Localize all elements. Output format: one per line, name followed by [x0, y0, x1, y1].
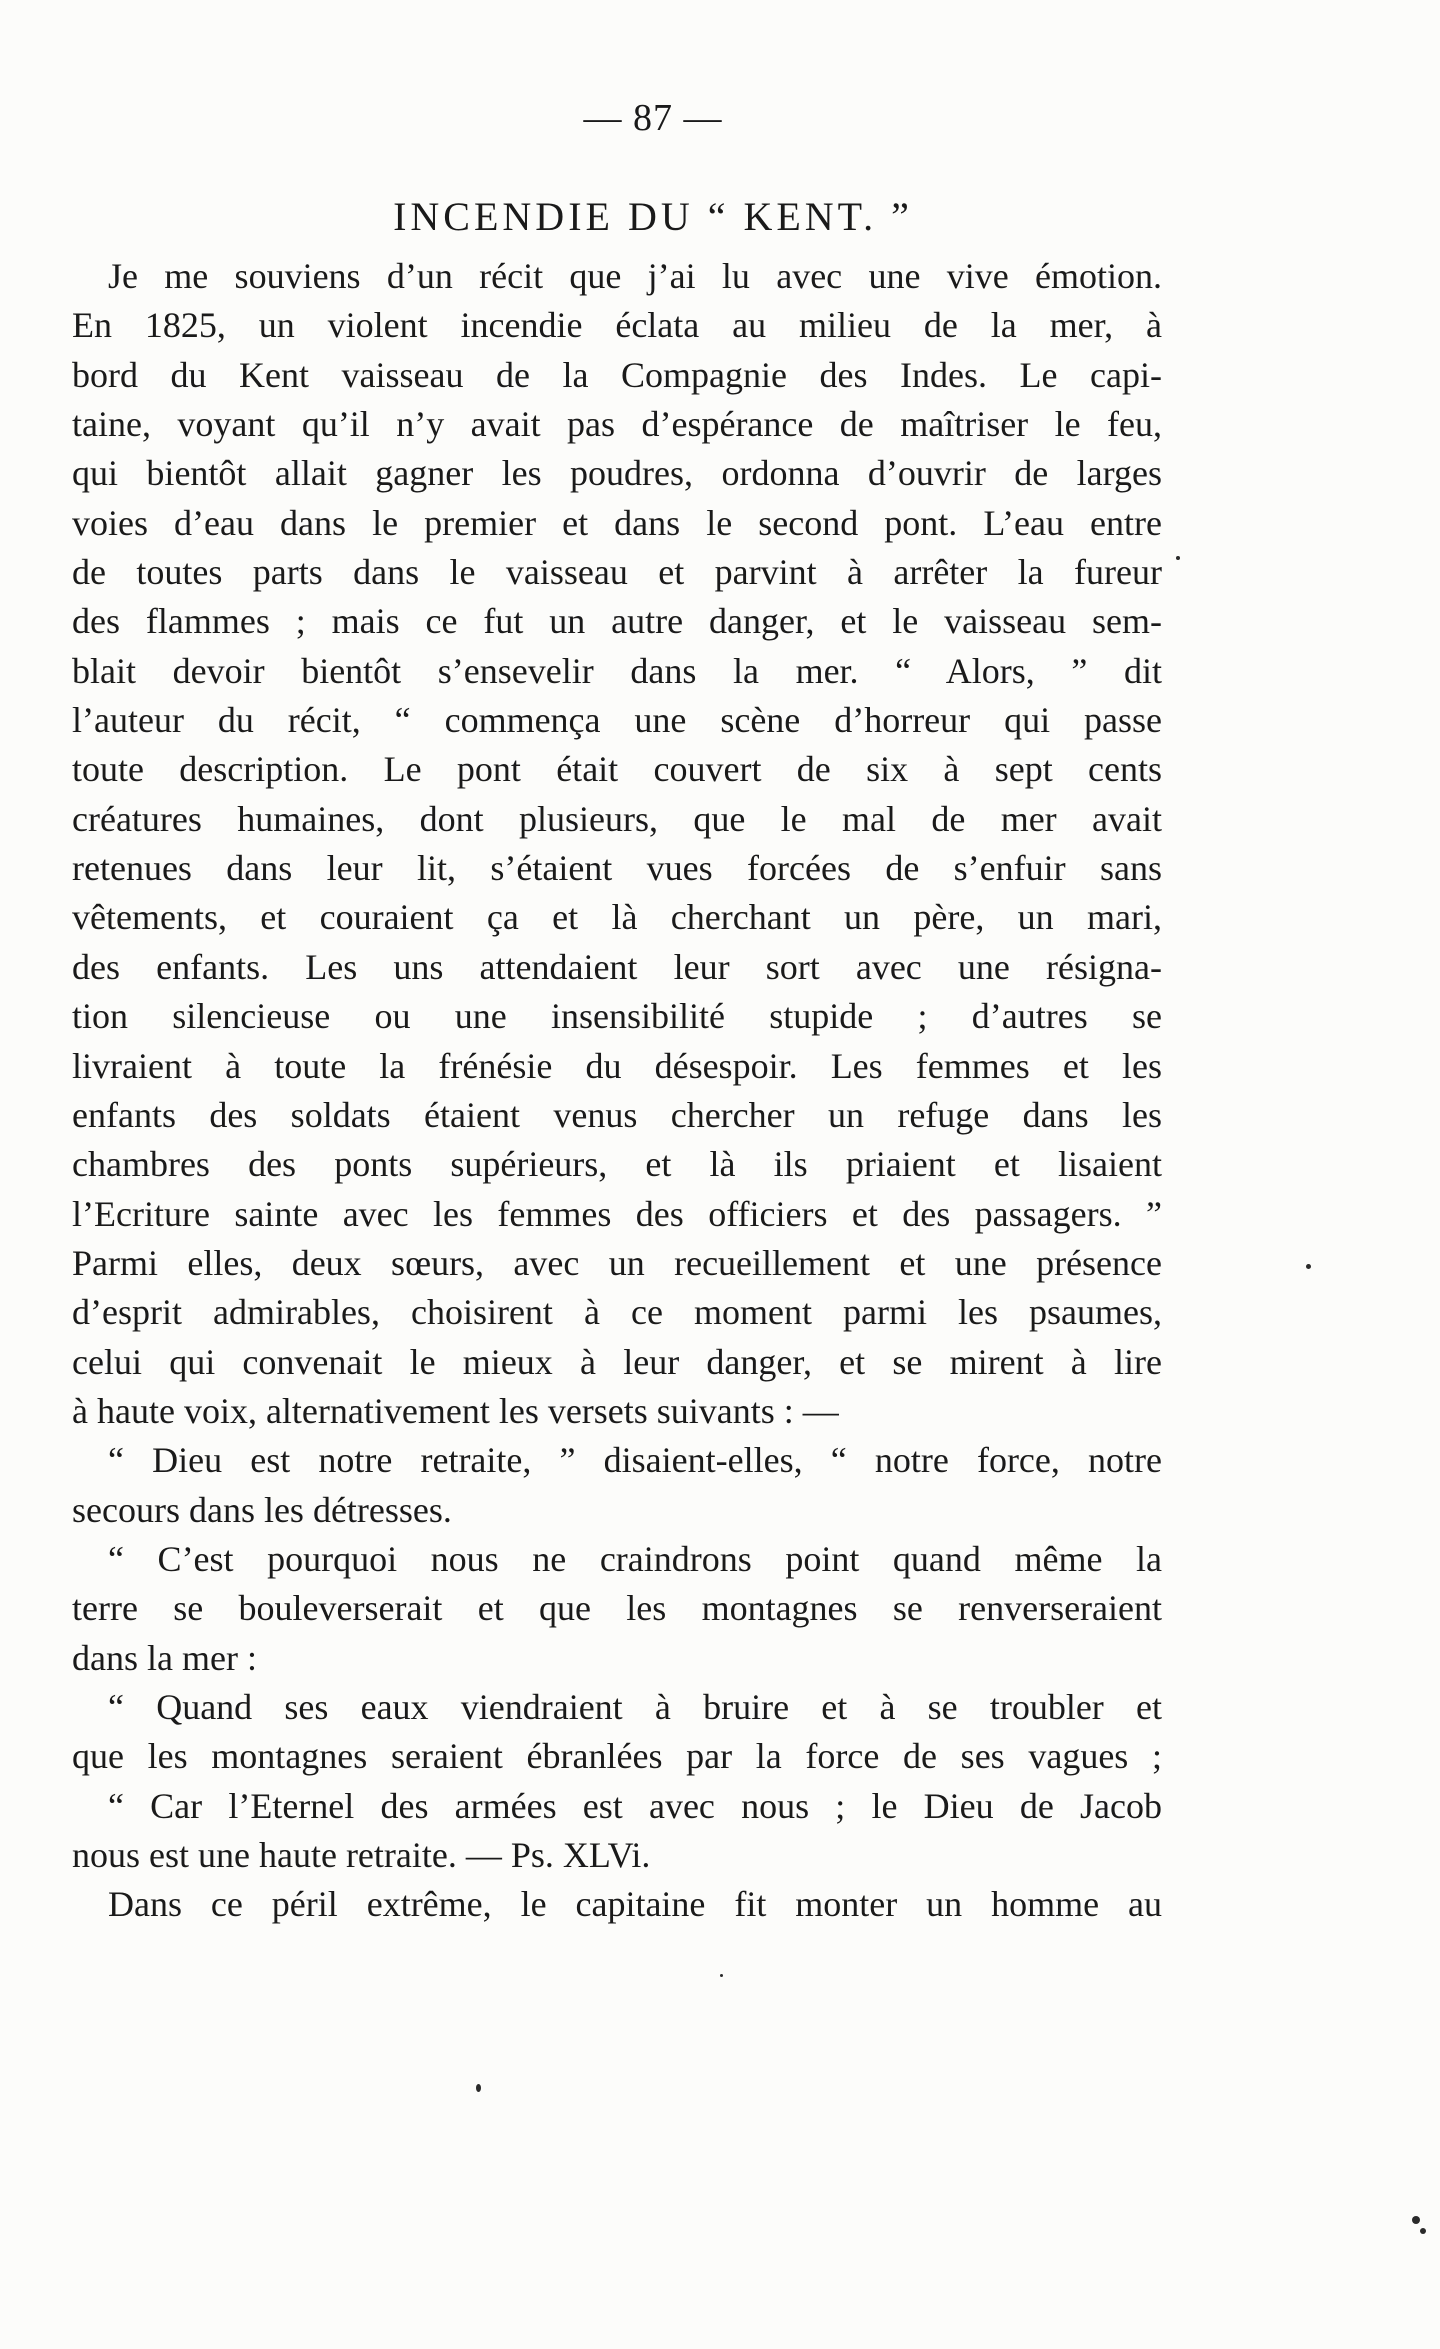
text-line: que les montagnes seraient ébranlées par la force de ses vagues ;	[72, 1736, 1162, 1777]
text-line: des enfants. Les uns attendaient leur sort avec une résigna-	[72, 946, 1162, 987]
chapter-title: INCENDIE DU “ KENT. ”	[393, 193, 913, 239]
text-line: enfants des soldats étaient venus chercher un refuge dans les	[72, 1094, 1162, 1135]
body-text	[72, 252, 1162, 1930]
text-line: terre se bouleverserait et que les montagnes se renverseraient	[72, 1588, 1162, 1629]
scan-speck	[1420, 2228, 1426, 2234]
text-line: En 1825, un violent incendie éclata au milieu de la mer, à	[72, 305, 1162, 346]
text-line: livraient à toute la frénésie du désespoir. Les femmes et les	[72, 1045, 1162, 1086]
scan-speck	[720, 1974, 723, 1977]
text-line: retenues dans leur lit, s’étaient vues forcées de s’enfuir sans	[72, 848, 1162, 889]
text-line: Je me souviens d’un récit que j’ai lu avec une vive émotion.	[108, 256, 1162, 296]
text-line: toute description. Le pont était couvert de six à sept cents	[72, 749, 1162, 790]
text-line: l’Ecriture sainte avec les femmes des officiers et des passagers. ”	[72, 1193, 1162, 1234]
text-line: créatures humaines, dont plusieurs, que le mal de mer avait	[72, 798, 1162, 839]
text-line: Parmi elles, deux sœurs, avec un recueillement et une présence	[72, 1242, 1162, 1283]
text-line: “ C’est pourquoi nous ne craindrons point quand même la	[108, 1538, 1162, 1579]
text-line: dans la mer :	[72, 1637, 257, 1678]
text-line: celui qui convenait le mieux à leur danger, et se mirent à lire	[72, 1341, 1162, 1382]
scan-speck	[1306, 1264, 1311, 1269]
text-line: de toutes parts dans le vaisseau et parvint à arrêter la fureur	[72, 552, 1162, 593]
text-line: à haute voix, alternativement les versets suivants : —	[72, 1390, 839, 1431]
scan-speck	[476, 2084, 481, 2092]
text-line: “ Car l’Eternel des armées est avec nous ; le Dieu de Jacob	[108, 1785, 1162, 1826]
text-line: des flammes ; mais ce fut un autre danger, et le vaisseau sem-	[72, 601, 1162, 642]
text-line: secours dans les détresses.	[72, 1489, 452, 1530]
scan-speck	[1176, 556, 1180, 560]
text-line: chambres des ponts supérieurs, et là ils priaient et lisaient	[72, 1144, 1162, 1185]
text-line: taine, voyant qu’il n’y avait pas d’espérance de maîtriser le feu,	[72, 404, 1162, 445]
text-line: Dans ce péril extrême, le capitaine fit monter un homme au	[108, 1884, 1162, 1925]
text-line: bord du Kent vaisseau de la Compagnie des Indes. Le capi-	[72, 354, 1162, 395]
text-line: nous est une haute retraite. — Ps. XLVi.	[72, 1835, 651, 1875]
text-line: “ Quand ses eaux viendraient à bruire et à se troubler et	[108, 1686, 1162, 1727]
scan-speck	[1412, 2216, 1420, 2224]
text-line: l’auteur du récit, “ commença une scène d’horreur qui passe	[72, 700, 1162, 741]
text-line: voies d’eau dans le premier et dans le second pont. L’eau entre	[72, 502, 1162, 543]
text-line: vêtements, et couraient ça et là cherchant un père, un mari,	[72, 897, 1162, 938]
text-line: blait devoir bientôt s’ensevelir dans la mer. “ Alors, ” dit	[72, 650, 1162, 691]
text-line: tion silencieuse ou une insensibilité stupide ; d’autres se	[72, 996, 1162, 1037]
text-line: d’esprit admirables, choisirent à ce moment parmi les psaumes,	[72, 1292, 1162, 1333]
page-number: — 87 —	[583, 97, 723, 139]
text-line: qui bientôt allait gagner les poudres, ordonna d’ouvrir de larges	[72, 453, 1162, 494]
text-line: “ Dieu est notre retraite, ” disaient-elles, “ notre force, notre	[108, 1440, 1162, 1481]
